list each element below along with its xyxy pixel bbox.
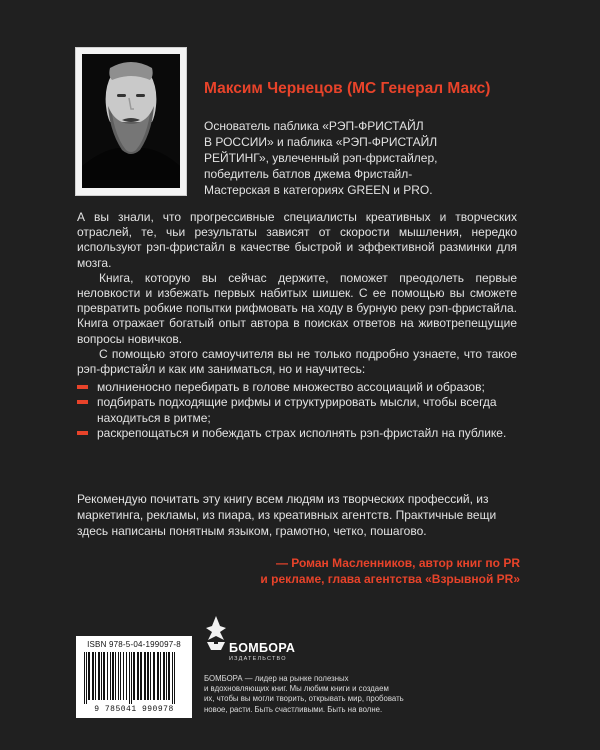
author-bio-line: В РОССИИ» и паблика «РЭП-ФРИСТАЙЛ — [204, 135, 438, 149]
barcode-bar — [92, 652, 94, 700]
description-paragraph: С помощью этого самоучителя вы не только подробно узнаете, что такое рэп-фристайл и как им заниматься, но и научитесь: — [77, 346, 517, 377]
barcode-label — [76, 636, 192, 718]
barcode-bar — [168, 652, 170, 700]
review-quote: Рекомендую почитать эту книгу всем людям из творческих профессий, из маркетинга, рекламы, из пиара, из креативных агентств. Практичные вещи здесь написаны понятным языком, грамотно, четко, пошагово. — [77, 492, 497, 538]
barcode-bar — [133, 652, 135, 700]
barcode-bar — [166, 652, 167, 700]
isbn-text: ISBN 978-5-04-199097-8 — [87, 640, 181, 649]
publisher-name: БОМБОРА — [229, 641, 296, 655]
author-bio — [204, 118, 464, 198]
barcode-bar — [98, 652, 100, 700]
barcode-bar — [112, 652, 114, 700]
author-bio-line: РЕЙТИНГ», увлеченный рэп-фристайлер, — [204, 151, 438, 165]
barcode-bar — [129, 652, 130, 704]
barcode-bar — [172, 652, 173, 704]
author-bio-line: Мастерская в категориях GREEN и PRO. — [204, 183, 433, 197]
publisher-subtitle: ИЗДАТЕЛЬСТВО — [229, 656, 287, 662]
barcode-bar — [163, 652, 165, 700]
list-item-text: раскрепощаться и побеждать страх исполнять рэп-фристайл на публике. — [97, 425, 507, 440]
barcode-bar — [103, 652, 105, 700]
skills-list — [77, 380, 517, 441]
barcode-bar — [86, 652, 87, 704]
publisher-description-line: БОМБОРА — лидер на рынке полезных — [204, 674, 349, 683]
barcode-number: 9 785041 990978 — [94, 705, 174, 714]
list-item-text: молниеносно перебирать в голове множество ассоциаций и образов; — [97, 380, 485, 395]
list-item — [77, 395, 517, 425]
barcode-bar — [157, 652, 159, 700]
bullet-marker — [77, 400, 88, 404]
review-author-line: — Роман Масленников, автор книг по PR — [275, 556, 520, 570]
publisher-description — [204, 674, 424, 715]
bullet-marker — [77, 385, 88, 389]
list-item — [77, 380, 517, 395]
bombora-logo-icon — [204, 614, 228, 652]
barcode-bar — [95, 652, 96, 700]
barcode-bar — [120, 652, 121, 700]
barcode-bar — [147, 652, 149, 700]
barcode-bar — [153, 652, 155, 700]
description-paragraph: А вы знали, что прогрессивные специалисты креативных и творческих отраслей, те, чьи результаты зависят от скорости мышления, нередко используют рэп-фристайл в качестве быстрой и эффективной разминки для мозга. — [77, 210, 517, 270]
barcode-bar — [118, 652, 119, 700]
barcode-bar — [110, 652, 111, 700]
barcode-bar — [137, 652, 139, 700]
barcode-bar — [174, 652, 175, 704]
barcode-bar — [144, 652, 146, 700]
author-bio-line: Основатель паблика «РЭП-ФРИСТАЙЛ — [204, 119, 424, 133]
barcode-bar — [88, 652, 90, 700]
publisher-description-line: их, чтобы вы могли творить, открывать мир, пробовать — [204, 694, 404, 704]
barcode-bar — [150, 652, 151, 700]
author-photo — [82, 54, 180, 188]
bullet-marker — [77, 431, 88, 435]
description-paragraph: Книга, которую вы сейчас держите, поможет преодолеть первые неловкости и избежать первых набитых шишек. С ее помощью вы сможете превратить робкие попытки рифмовать на ходу в бурную реку рэп-фристайла. Книга отражает богатый опыт автора в поисках ответов на животрепещущие вопросы новичков. — [77, 270, 517, 346]
barcode-bar — [123, 652, 124, 700]
list-item — [77, 426, 517, 441]
review-author-line: и рекламе, глава агентства «Взрывной PR» — [260, 572, 520, 586]
barcode-bar — [84, 652, 85, 704]
barcode-icon — [82, 652, 186, 704]
author-bio-line: победитель батлов джема Фристайл- — [204, 167, 413, 181]
publisher-description-line: новое, расти. Быть счастливыми. Быть на волне. — [204, 704, 383, 714]
review-author — [250, 555, 520, 587]
author-photo-frame — [76, 48, 186, 195]
barcode-bar — [107, 652, 108, 700]
barcode-bar — [115, 652, 116, 700]
author-portrait-image — [82, 54, 180, 188]
book-description — [77, 210, 517, 441]
author-name: Максим Чернецов (МС Генерал Макс) — [204, 80, 491, 97]
barcode-bar — [101, 652, 102, 700]
barcode-bar — [126, 652, 127, 700]
barcode-bar — [160, 652, 161, 700]
barcode-bar — [140, 652, 142, 700]
barcode-bar — [131, 652, 132, 704]
list-item-text: подбирать подходящие рифмы и структурировать мысли, чтобы всегда находиться в ритме; — [97, 395, 497, 425]
publisher-description-line: и вдохновляющих книг. Мы любим книги и создаем — [204, 684, 389, 694]
